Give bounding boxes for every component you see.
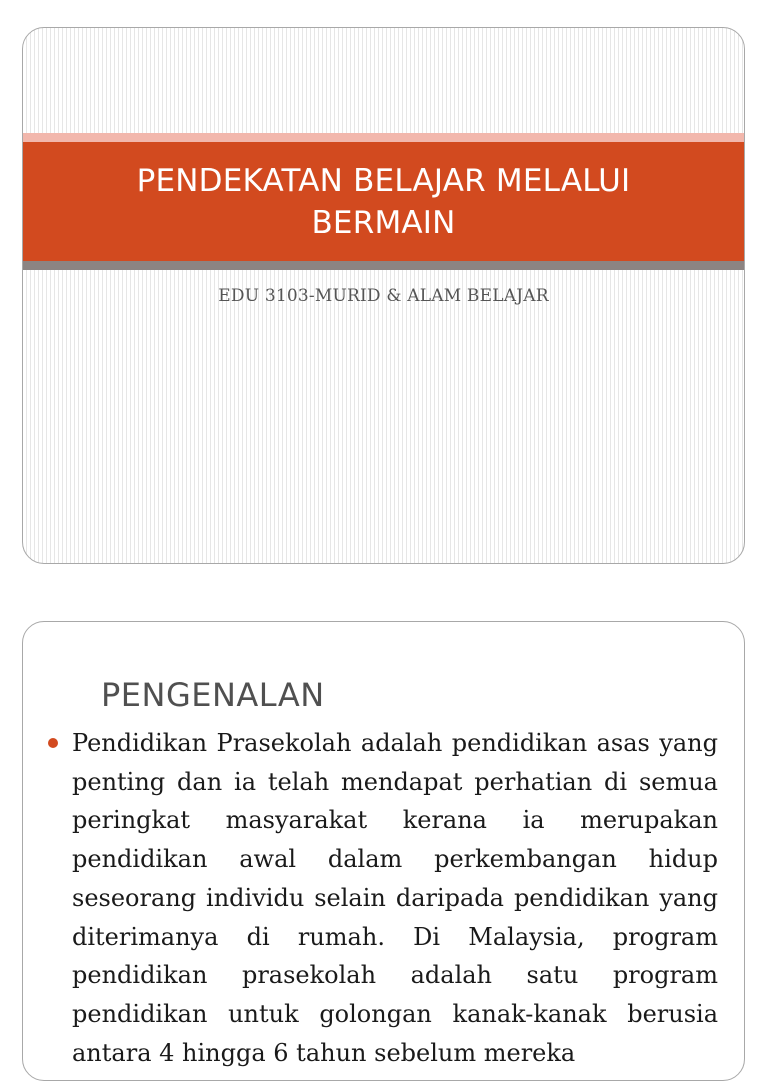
title-top-stripe [23,133,744,142]
slide-subtitle: EDU 3103-MURID & ALAM BELAJAR [218,286,549,306]
title-bottom-stripe [23,261,744,270]
title-band [23,142,744,261]
title-slide [22,27,745,564]
body-paragraph: Pendidikan Prasekolah adalah pendidikan asas yang penting dan ia telah mendapat perhatian di semua peringkat masyarakat kerana ia merupakan pendidikan awal dalam perkembangan hidup seseorang individu selain daripada pendidikan yang diterimanya di rumah. Di Malaysia, program pendidikan prasekolah adalah satu program pendidikan untuk golongan kanak-kanak berusia antara 4 hingga 6 tahun sebelum mereka [72,729,718,1067]
content-slide [22,621,745,1081]
bullet-icon [48,738,58,748]
section-heading: PENGENALAN [101,676,325,714]
slide-title: PENDEKATAN BELAJAR MELALUI BERMAIN [136,162,631,241]
